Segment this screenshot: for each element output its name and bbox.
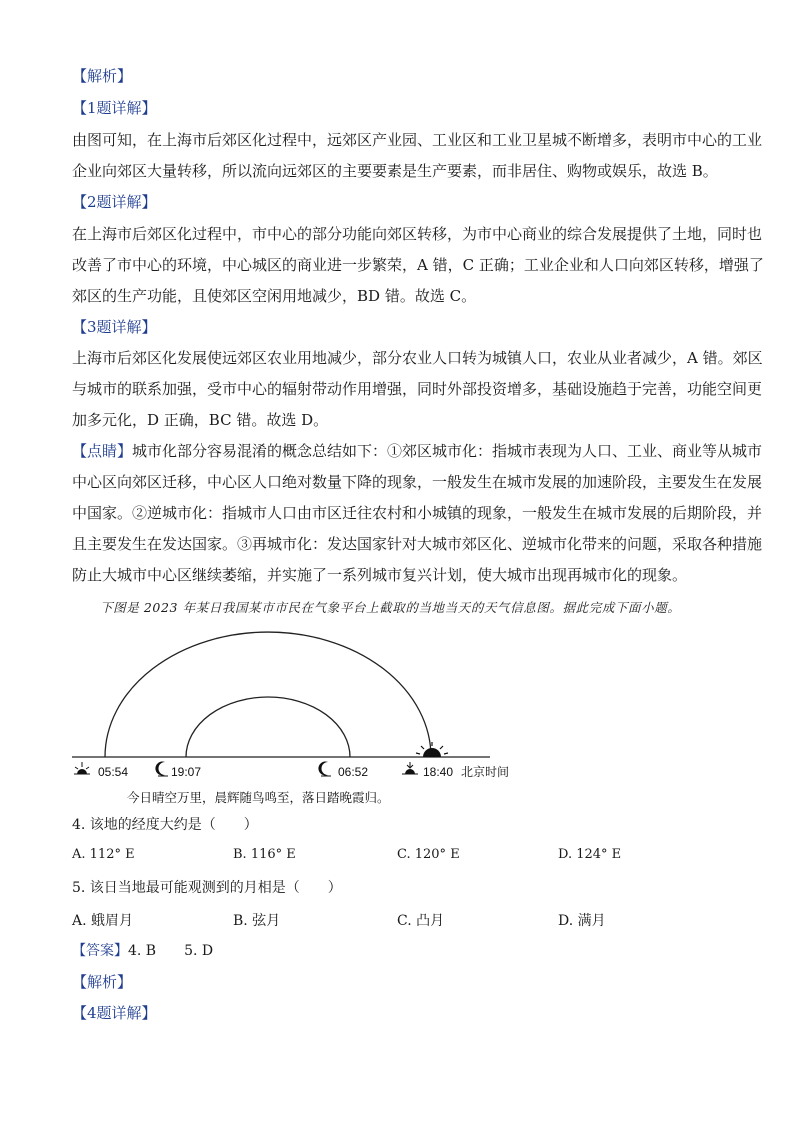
sunrise-time: 05:54 bbox=[98, 765, 129, 779]
q3-heading: 【3题详解】 bbox=[72, 318, 157, 336]
q5-option-c[interactable]: C. 凸月 bbox=[397, 913, 445, 929]
q2-heading: 【2题详解】 bbox=[72, 193, 157, 211]
q3-text-line: 与城市的联系加强，受市中心的辐射带动作用增强，同时外部投资增多，基础设施趋于完善，功能空间更 bbox=[72, 380, 763, 398]
answer-line bbox=[72, 941, 732, 961]
time-zone-label: 北京时间 bbox=[461, 765, 510, 779]
tip-text-line: 防止大城市中心区继续萎缩，并实施了一系列城市复兴计划，使大城市出现再城市化的现象。 bbox=[72, 566, 688, 584]
sunrise-icon bbox=[74, 762, 90, 774]
q1-text-line: 由图可知，在上海市后郊区化过程中，远郊区产业园、工业区和工业卫星城不断增多，表明市中心的工业 bbox=[72, 131, 763, 149]
q4-detail-heading: 【4题详解】 bbox=[72, 1004, 157, 1022]
sunset-time: 18:40 bbox=[423, 765, 454, 779]
answer-heading: 【答案】 bbox=[72, 943, 128, 959]
q4-stem: 4. 该地的经度大约是（ ） bbox=[72, 817, 258, 833]
moonset-icon bbox=[318, 762, 331, 777]
q2-text-line: 郊区的生产功能，且使郊区空闲用地减少，BD 错。故选 C。 bbox=[72, 287, 477, 305]
figure-caption: 下图是 2023 年某日我国某市市民在气象平台上截取的当地当天的天气信息图。据此完成下面小题。 bbox=[100, 600, 681, 615]
q3-text-line: 上海市后郊区化发展使远郊区农业用地减少，部分农业人口转为城镇人口，农业从业者减少，A 错。郊区 bbox=[72, 349, 763, 367]
tip-text: 城市化部分容易混淆的概念总结如下：①郊区城市化：指城市表现为人口、工业、商业等从城市 bbox=[132, 442, 763, 460]
tip-heading: 【点睛】 bbox=[72, 442, 133, 460]
q4-options bbox=[72, 847, 732, 867]
analysis-heading: 【解析】 bbox=[72, 67, 133, 85]
diagram-note: 今日晴空万里，晨辉随鸟鸣至，落日踏晚霞归。 bbox=[127, 790, 390, 805]
q4-option-c[interactable]: C. 120° E bbox=[397, 847, 460, 862]
answer-text: 4. B 5. D bbox=[128, 943, 214, 959]
tip-text-line: 中国家。②逆城市化：指城市人口由市区迁往农村和小城镇的现象，一般发生在城市发展的后期阶段，并 bbox=[72, 504, 763, 522]
tip-text-line: 中心区向郊区迁移，中心区人口绝对数量下降的现象，一般发生在城市发展的加速阶段，主要发生在发展 bbox=[72, 473, 763, 491]
sun-path-arc bbox=[105, 632, 431, 757]
q3-text-line: 加多元化，D 正确，BC 错。故选 D。 bbox=[72, 411, 329, 429]
q1-heading: 【1题详解】 bbox=[72, 99, 157, 117]
tip-line bbox=[72, 441, 763, 461]
moonset-time: 06:52 bbox=[338, 765, 369, 779]
q2-text-line: 在上海市后郊区化过程中，市中心的部分功能向郊区转移，为市中心商业的综合发展提供了土地，同时也 bbox=[72, 225, 763, 243]
q5-option-d[interactable]: D. 满月 bbox=[558, 913, 606, 929]
moonrise-icon bbox=[155, 762, 168, 777]
q4-option-a[interactable]: A. 112° E bbox=[72, 847, 135, 862]
q1-text-line: 企业向郊区大量转移，所以流向远郊区的主要要素是生产要素，而非居住、购物或娱乐，故选 B。 bbox=[72, 162, 718, 180]
moon-path-arc bbox=[186, 697, 350, 757]
q5-options bbox=[72, 910, 732, 930]
q5-option-a[interactable]: A. 蛾眉月 bbox=[72, 913, 134, 929]
moonrise-time: 19:07 bbox=[171, 765, 202, 779]
q4-option-d[interactable]: D. 124° E bbox=[558, 847, 622, 862]
tip-text-line: 且主要发生在发达国家。③再城市化：发达国家针对大城市郊区化、逆城市化带来的问题，采取各种措施 bbox=[72, 535, 763, 553]
setting-sun-icon bbox=[416, 742, 448, 757]
analysis2-heading: 【解析】 bbox=[72, 973, 133, 991]
sun-moon-diagram bbox=[72, 618, 512, 808]
sunset-icon bbox=[402, 762, 418, 774]
q5-stem: 5. 该日当地最可能观测到的月相是（ ） bbox=[72, 880, 342, 896]
q2-text-line: 改善了市中心的环境，中心城区的商业进一步繁荣，A 错，C 正确；工业企业和人口向郊区转移，增强了 bbox=[72, 256, 764, 274]
q4-option-b[interactable]: B. 116° E bbox=[233, 847, 296, 862]
q5-option-b[interactable]: B. 弦月 bbox=[233, 913, 281, 929]
